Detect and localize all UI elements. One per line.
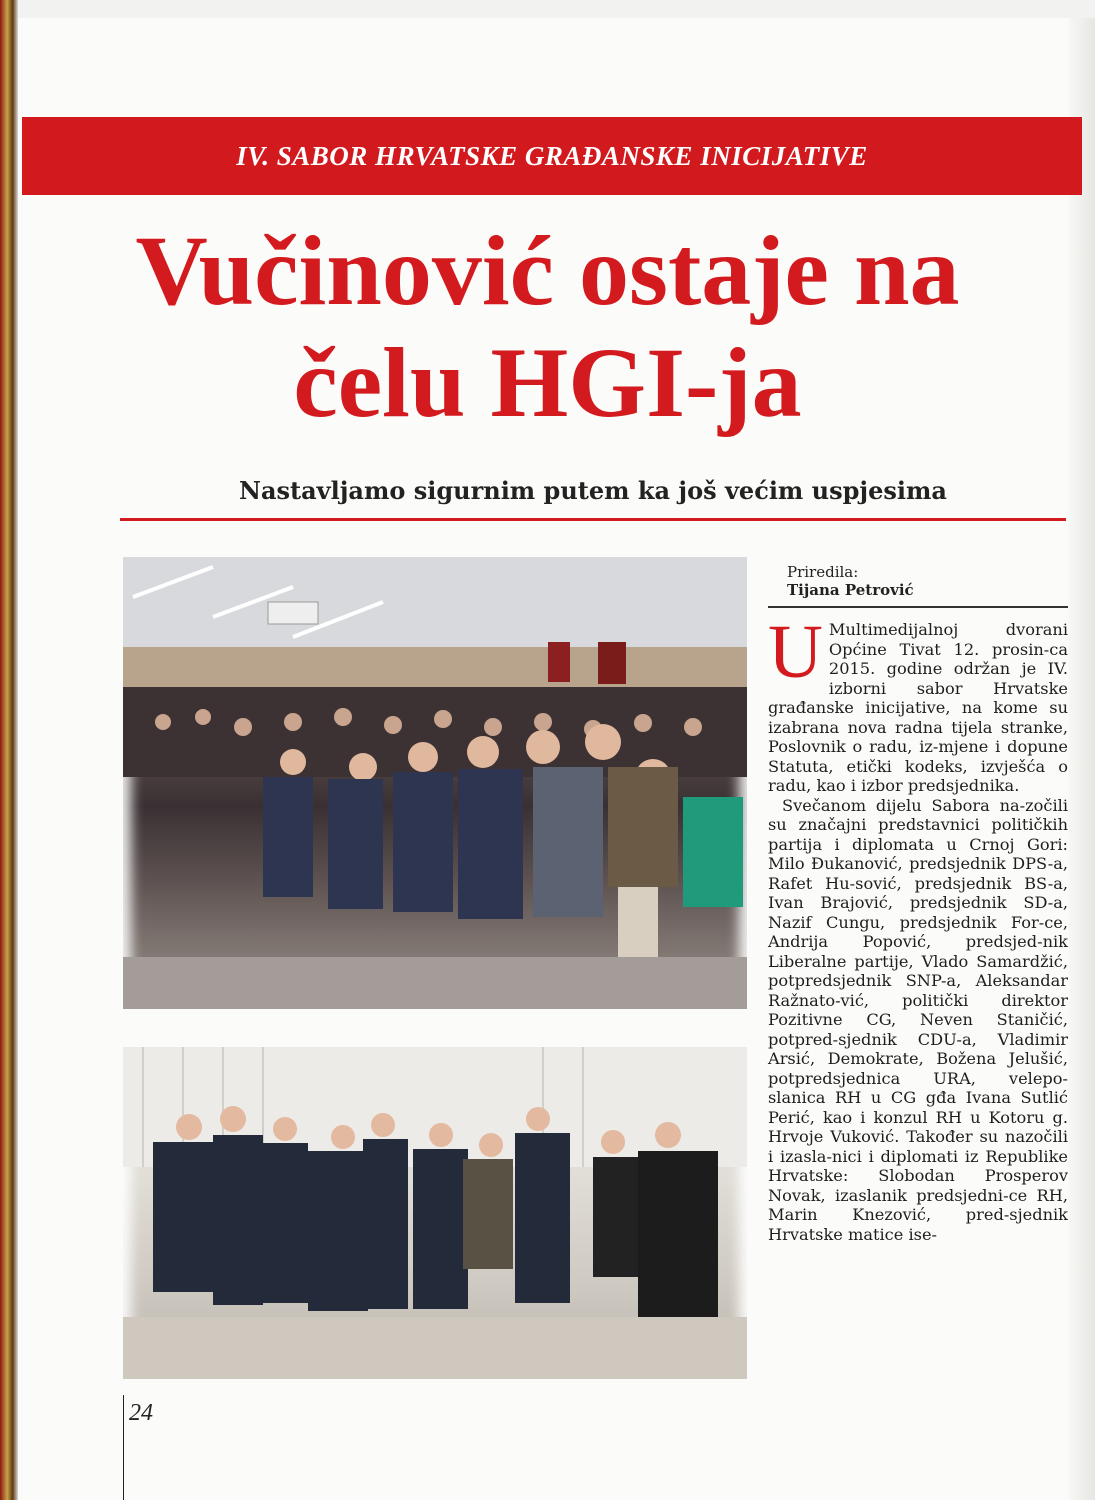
photo-audience-illustration — [123, 557, 747, 1009]
page-top-edge — [0, 0, 1095, 19]
page-number-rule — [123, 1395, 124, 1500]
drop-cap: U — [768, 610, 823, 694]
subheadline-rule — [120, 518, 1066, 521]
article-paragraph-1 — [768, 610, 1068, 796]
headline-line-2: čelu HGI-ja — [293, 327, 802, 438]
byline-author: Tijana Petrović — [787, 581, 914, 599]
byline-label: Priredila: — [787, 563, 859, 581]
article-body — [768, 610, 1068, 1244]
section-banner-text: IV. SABOR HRVATSKE GRAĐANSKE INICIJATIVE — [236, 140, 868, 171]
section-banner — [22, 117, 1082, 195]
article-paragraph-2: Svečanom dijelu Sabora na-zočili su značajni predstavnici političkih partija i diplomata u Crnoj Gori: Milo Đukanović, predsjednik DPS-a, Rafet Hu-sović, predsjednik BS-a, Ivan Brajović, predsjednik SD-a, Nazif Cungu, predsjednik For-ce, Andrija Popović, predsjed-nik Liberalne partije, Vlado Samardžić, potpredsjednik SNP-a, Aleksandar Ražnato-vić, politički direktor Pozitivne CG, Neven Staničić, potpred-sjednik CDU-a, Vladimir Arsić, Demokrate, Božena Jelušić, potpredsjednica URA, velepo-slanica RH u CG gđa Ivana Sutlić Perić, kao i konzul RH u Kotoru g. Hrvoje Vuković. Također su nazočili i izasla-nici i diplomati iz Republike Hrvatske: Slobodan Prosperov Novak, izaslanik predsjedni-ce RH, Marin Knezović, pred-sjednik Hrvatske matice ise- — [768, 795, 1068, 1244]
page-number: 24 — [129, 1400, 153, 1426]
photo-group-illustration — [123, 1047, 747, 1379]
byline-rule — [768, 606, 1068, 608]
photo-group-portrait — [123, 1047, 747, 1379]
headline — [0, 215, 1095, 439]
photo-assembly-audience — [123, 557, 747, 1009]
headline-line-1: Vučinović ostaje na — [135, 215, 960, 326]
article-paragraph-1-text: Multimedijalnoj dvorani Općine Tivat 12. prosin-ca 2015. godine održan je IV. izborni sabor Hrvatske građanske inicijative, na kome su izabrana nova radna tijela stranke, Poslovnik o radu, iz-mjene i dopune Statuta, etički kodeks, izvješća o radu, kao i izbor predsjednika. — [768, 620, 1068, 795]
subheadline: Nastavljamo sigurnim putem ka još većim uspjesima — [239, 476, 947, 505]
